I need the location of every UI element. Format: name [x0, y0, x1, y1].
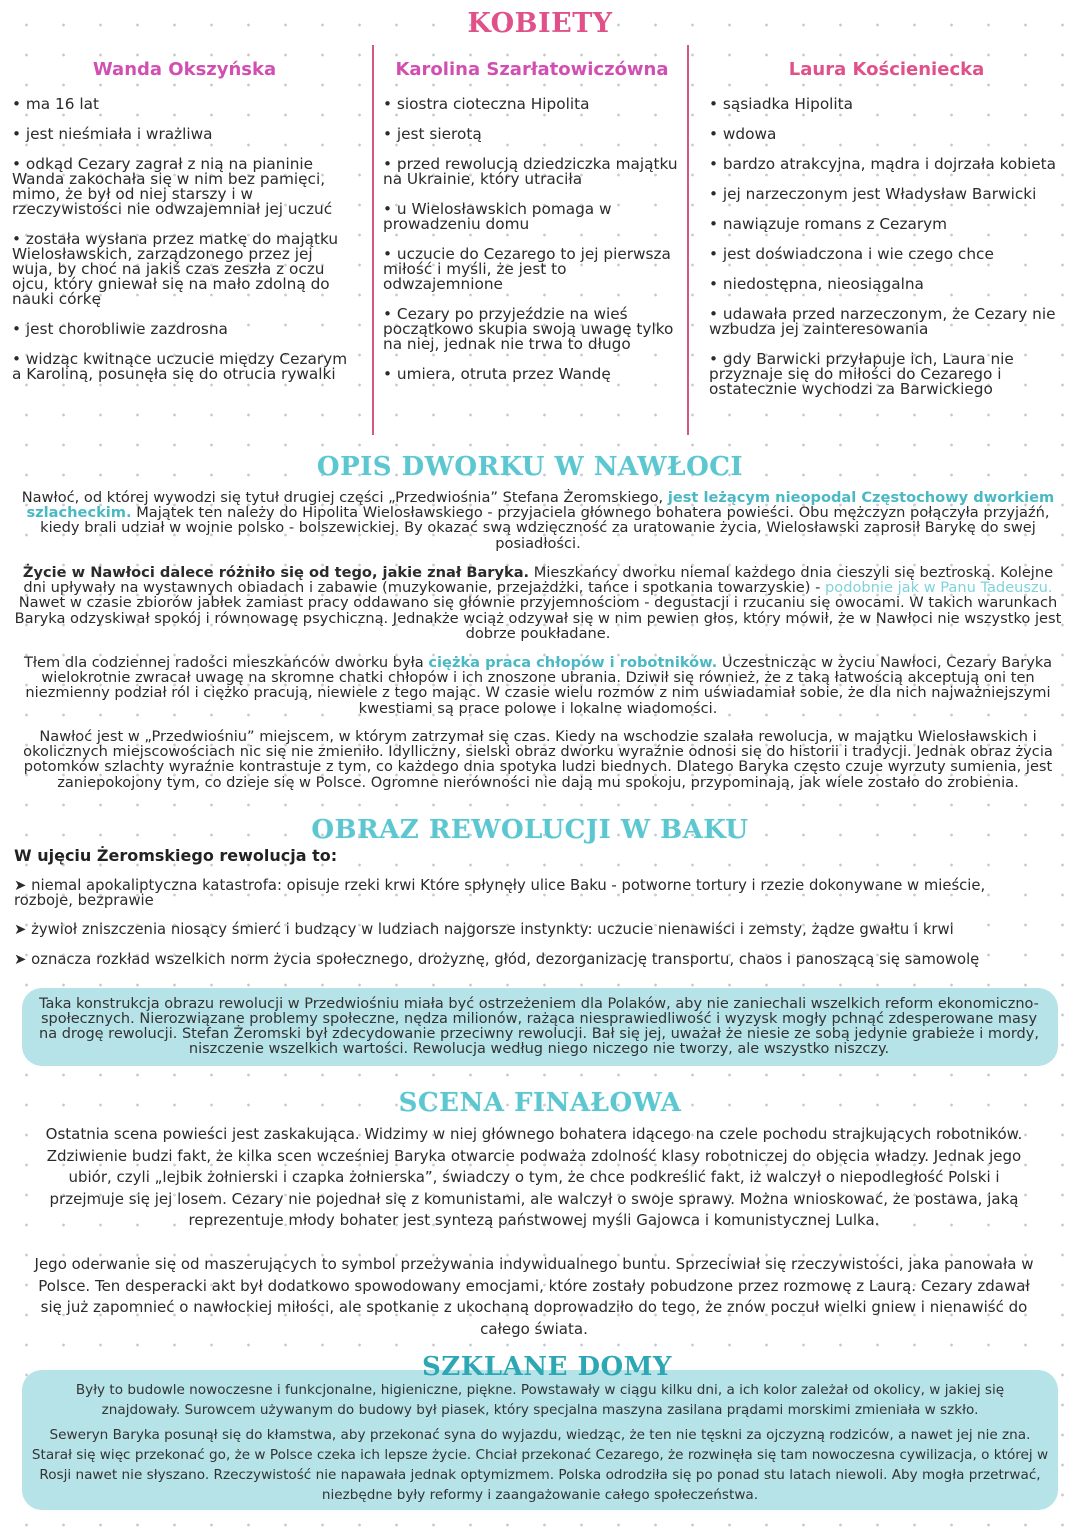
page-title: KOBIETY [467, 8, 613, 39]
woman-fact: • siostra cioteczna Hipolita [383, 97, 681, 112]
arrow-icon: ➤ [14, 951, 27, 968]
nawloc-highlight: jest leżącym nieopodal Częstochowy dworkiem szlacheckim. [26, 489, 1055, 522]
woman-fact: • jest chorobliwie zazdrosna [12, 322, 357, 337]
glass-paragraph-1: Były to budowle nowoczesne i funkcjonalne, higieniczne, piękne. Powstawały w ciągu kilku dni, a ich kolor zależał od okolicy, w jakiej się znajdowały. Surowcem używanym do budowy był piasek, który specjalna maszyna zasilana prądami morskimi zmieniała w szkło. [75, 1382, 1005, 1418]
woman-fact: • umiera, otruta przez Wandę [383, 367, 681, 382]
woman-fact: • widząc kwitnące uczucie między Cezarym a Karoliną, posunęła się do otrucia rywalki [12, 352, 357, 382]
section-title-nawloc: OPIS DWORKU W NAWŁOCI [316, 452, 744, 482]
woman-fact: • przed rewolucją dziedziczka majątku na Ukrainie, który utraciła [383, 157, 681, 187]
nawloc-text: Nawet w czasie zbiorów jabłek zamiast pracy oddawano się głównie przyjemnościom - degustacji i rzucaniu się owocami. W takich warunkach Baryka odzyskiwał spokój i równowagę psychiczną. Jednakże wciąż odzywał się w nim pewien głos, który mówił, że w Nawłoci nie wszystko jest dobrze poukładane. [14, 594, 1062, 642]
nawloc-paragraph-3 [12, 655, 1064, 716]
nawloc-paragraph-1 [12, 490, 1064, 551]
woman-fact: • odkąd Cezary zagrał z nią na pianinie Wanda zakochała się w nim bez pamięci, mimo, że był od niej starszy i w rzeczywistości nie odwzajemniał jej uczuć [12, 157, 357, 217]
baku-point [14, 952, 1024, 967]
glass-paragraph-2: Seweryn Baryka posunął się do kłamstwa, aby przekonać syna do wyjazdu, wiedząc, że ten nie tęskni za ojczyzną rodziców, a nawet jej nie zna. Starał się więc przekonać go, że w Polsce czeka ich lepsze życie. Chciał przekonać Cezarego, że rozwinęła się tam nowoczesna cywilizacja, o której w Rosji nawet nie słyszano. Rzeczywistość nie napawała jednak optymizmem. Polska odrodziła się po ponad stu latach niewoli. Aby mogła przetrwać, niezbędne były reformy i zaangażowanie całego społeczeństwa. [31, 1427, 1049, 1503]
woman-fact: • jest doświadczona i wie czego chce [709, 247, 1064, 262]
woman-column-laura [709, 59, 1064, 412]
nawloc-highlight: ciężka praca chłopów i robotników. [428, 654, 718, 671]
woman-name: Karolina Szarłatowiczówna [395, 59, 669, 80]
section-title-glass: SZKLANE DOMY [422, 1352, 672, 1382]
nawloc-text: Uczestnicząc w życiu Nawłoci, Cezary Baryka wielokrotnie zwracał uwagę na skromne chatki chłopów i ich znoszone ubrania. Dziwił się również, że z taką łatwością akceptują oni ten niezmienny podział ról i ciężko pracują, niewiele z tego mając. W czasie wielu rozmów z nim uświadamiał sobie, że dla nich najważniejszymi kwestiami są prace polowe i lokalne wiadomości. [25, 654, 1053, 717]
arrow-icon: ➤ [14, 921, 27, 938]
woman-fact: • udawała przed narzeczonym, że Cezary nie wzbudza jej zainteresowania [709, 307, 1064, 337]
nawloc-paragraph-2 [12, 565, 1064, 641]
woman-fact: • sąsiadka Hipolita [709, 97, 1064, 112]
woman-fact: • u Wielosławskich pomaga w prowadzeniu domu [383, 202, 681, 232]
column-divider [372, 45, 374, 435]
baku-point-text: niemal apokaliptyczna katastrofa: opisuje rzeki krwi Które spłynęły ulice Baku - potworne tortury i rzezie dokonywane w mieście, rozboje, bezprawie [14, 877, 986, 909]
woman-fact: • została wysłana przez matkę do majątku Wielosławskich, zarządzonego przez jej wuja, by choć na jakiś czas zeszła z oczu ojcu, który gniewał się na mało zdolną do nauki córkę [12, 232, 357, 307]
nawloc-bold: Życie w Nawłoci dalece różniło się od tego, jakie znał Baryka. [22, 564, 530, 581]
woman-column-wanda [12, 59, 357, 397]
woman-fact: • bardzo atrakcyjna, mądra i dojrzała kobieta [709, 157, 1064, 172]
baku-callout-text: Taka konstrukcja obrazu rewolucji w Przedwiośniu miała być ostrzeżeniem dla Polaków, aby nie zaniechali wszelkich reform ekonomiczno-społecznych. Nierozwiązane problemy społeczne, nędza milionów, rażąca niesprawiedliwość i wyzysk mogły pchnąć zdesperowane masy na drogę rewolucji. Stefan Żeromski był zdecydowanie przeciwny rewolucji. Bał się jej, uważał że niesie ze sobą jedynie grabieże i mordy, niszczenie wszelkich wartości. Rewolucja według niego niczego nie tworzy, ale wszystko niszczy. [39, 996, 1039, 1057]
woman-fact: • nawiązuje romans z Cezarym [709, 217, 1064, 232]
baku-point [14, 878, 1014, 908]
woman-fact: • niedostępna, nieosiągalna [709, 277, 1064, 292]
woman-column-karolina [383, 59, 681, 397]
baku-point [14, 922, 1014, 937]
woman-fact: • jest sierotą [383, 127, 681, 142]
nawloc-paragraph-4: Nawłoć jest w „Przedwiośniu” miejscem, w którym zatrzymał się czas. Kiedy na wschodzie szalała rewolucja, w majątku Wielosławskich i okolicznych miejscowościach nic się nie zmieniło. Idylliczny, sielski obraz dworku wyraźnie odnosi się do historii i tradycji. Jednak obraz życia potomków szlachty wyraźnie kontrastuje z tym, co każdego dnia spotyka ludzi biednych. Dlatego Baryka często czuje wyrzuty sumienia, jest zaniepokojony tym, co dzieje się w Polsce. Ogromne nierówności nie dają mu spokoju, przypominają, jak wiele zostało do zrobienia. [23, 728, 1053, 791]
nawloc-highlight: podobnie jak w Panu Tadeuszu. [825, 579, 1053, 597]
arrow-icon: ➤ [14, 877, 27, 894]
woman-name: Laura Kościeniecka [788, 59, 985, 80]
woman-fact: • uczucie do Cezarego to jej pierwsza miłość i myśli, że jest to odwzajemnione [383, 247, 681, 292]
final-paragraph-2: Jego oderwanie się od maszerujących to symbol przeżywania indywidualnego buntu. Sprzeciwiał się rzeczywistości, jaka panowała w Polsce. Ten desperacki akt był dodatkowo spowodowany emocjami, które zostały pobudzone przez rozmowę z Laurą. Cezary zdawał się już zapomnieć o nawłockiej miłości, ale spotkanie z ukochaną doprowadziło do tego, że znów poczuł wielki gniew i nienawiść do całego świata. [34, 1255, 1034, 1338]
baku-point-text: żywioł zniszczenia niosący śmierć i budzący w ludziach najgorsze instynkty: uczucie nienawiści i zemsty, żądze gwałtu i krwi [31, 921, 954, 938]
woman-fact: • Cezary po przyjeździe na wieś początkowo skupia swoją uwagę tylko na niej, jednak nie trwa to długo [383, 307, 681, 352]
woman-fact: • jest nieśmiała i wrażliwa [12, 127, 357, 142]
column-divider [687, 45, 689, 435]
woman-fact: • gdy Barwicki przyłapuje ich, Laura nie przyznaje się do miłości do Cezarego i ostatecznie wychodzi za Barwickiego [709, 352, 1064, 397]
woman-fact: • jej narzeczonym jest Władysław Barwicki [709, 187, 1064, 202]
nawloc-text: Majątek ten należy do Hipolita Wielosławskiego - przyjaciela głównego bohatera powieści. Obu mężczyzn połączyła przyjaźń, kiedy brali udział w wojnie polsko - bolszewickiej. By okazać swą wdzięczność za uratowanie życia, Wielosławski zaprosił Barykę do swej posiadłości. [40, 504, 1050, 552]
nawloc-text: Nawłoć, od której wywodzi się tytuł drugiej części „Przedwiośnia” Stefana Żeromskiego, [21, 489, 664, 506]
nawloc-text: Mieszkańcy dworku niemal każdego dnia cieszyli się beztroską. Kolejne dni upływały na wystawnych obiadach i zabawie (muzykowanie, przejażdżki, tańce i spotkania towarzyskie) - [23, 564, 1054, 597]
baku-intro: W ujęciu Żeromskiego rewolucja to: [14, 846, 338, 865]
baku-point-text: oznacza rozkład wszelkich norm życia społecznego, drożyznę, głód, dezorganizację transportu, chaos i panoszącą się samowolę [31, 951, 980, 968]
woman-fact: • wdowa [709, 127, 1064, 142]
woman-name: Wanda Okszyńska [92, 59, 277, 80]
nawloc-text: Tłem dla codziennej radości mieszkańców dworku była [23, 654, 424, 671]
final-paragraph-1: Ostatnia scena powieści jest zaskakująca. Widzimy w niej głównego bohatera idącego na czele pochodu strajkujących robotników. Zdziwienie budzi fakt, że kilka scen wcześniej Baryka otwarcie podważa zdolność klasy robotniczej do objęcia władzy. Jednak jego ubiór, czyli „lejbik żołnierski i czapka żołnierska”, świadczy o tym, że chce podkreślić fakt, iż walczył o niepodległość Polski i przejmuje się jej losem. Cezary nie pojednał się z komunistami, ale walczył o swoje sprawy. Można wnioskować, że postawa, jaką reprezentuje młody bohater jest syntezą państwowej myśli Gajowca i komunistycznej Lulka. [45, 1125, 1023, 1229]
section-title-final: SCENA FINAŁOWA [398, 1088, 682, 1118]
section-title-baku: OBRAZ REWOLUCJI W BAKU [311, 815, 749, 845]
woman-fact: • ma 16 lat [12, 97, 357, 112]
